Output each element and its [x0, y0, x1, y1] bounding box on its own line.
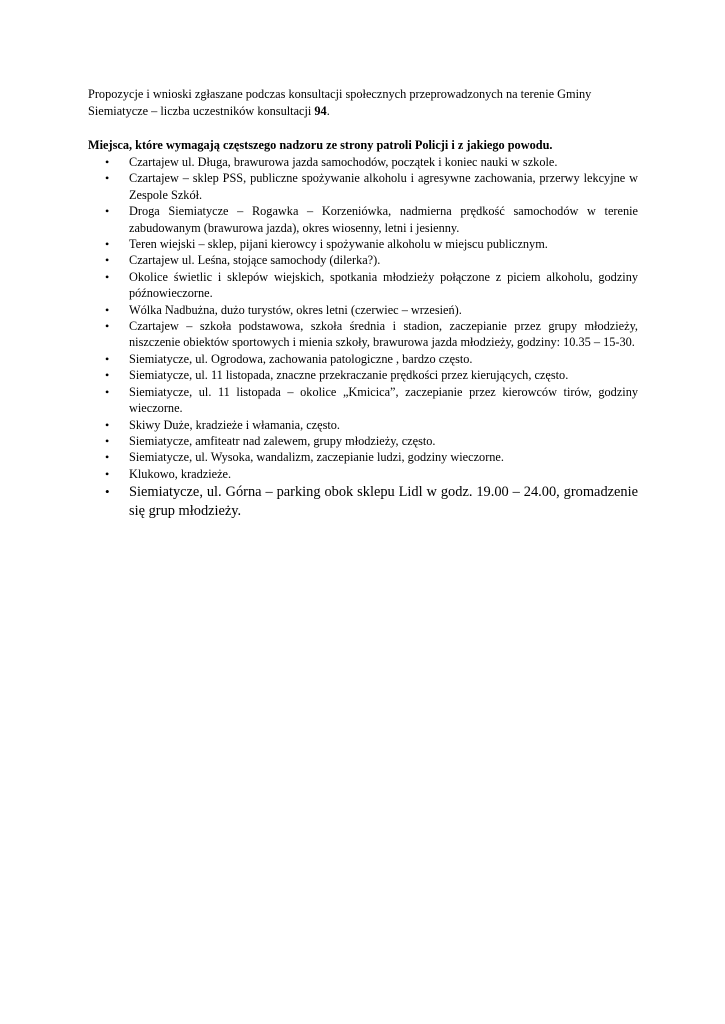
list-item [88, 154, 638, 170]
locations-list [88, 154, 638, 520]
intro-end: . [326, 104, 330, 118]
list-item-text: Droga Siemiatycze – Rogawka – Korzeniówka, nadmierna prędkość samochodów w terenie zabudowanym (brawurowa jazda), okres wiosenny, letni i jesienny. [129, 204, 638, 235]
bullet-icon: • [105, 450, 110, 465]
bullet-icon: • [105, 384, 110, 399]
list-item [88, 318, 638, 351]
intro-text: Propozycje i wnioski zgłaszane podczas konsultacji społecznych przeprowadzonych na terenie Gminy Siemiatycze – liczba uczestników konsultacji [88, 87, 592, 118]
list-item-text: Siemiatycze, ul. 11 listopada, znaczne przekraczanie prędkości przez kierujących, często. [129, 368, 569, 383]
list-item-text: Wólka Nadbużna, dużo turystów, okres letni (czerwiec – wrzesień). [129, 302, 462, 317]
bullet-icon: • [105, 368, 110, 383]
bullet-icon: • [105, 433, 110, 448]
list-item [88, 203, 638, 236]
bullet-icon: • [105, 351, 110, 366]
list-item [88, 483, 638, 520]
list-item-text: Klukowo, kradzieże. [129, 466, 232, 481]
list-item-text: Czartajew ul. Długa, brawurowa jazda samochodów, początek i koniec nauki w szkole. [129, 155, 558, 169]
document-page [88, 86, 638, 520]
section-heading: Miejsca, które wymagają częstszego nadzoru ze strony patroli Policji i z jakiego powodu. [88, 138, 553, 152]
list-item [88, 252, 638, 268]
list-item-text: Siemiatycze, ul. Wysoka, wandalizm, zaczepianie ludzi, godziny wieczorne. [129, 450, 504, 465]
list-item-text: Siemiatycze, ul. Ogrodowa, zachowania patologiczne , bardzo często. [129, 351, 473, 366]
bullet-icon: • [105, 302, 110, 317]
bullet-icon: • [105, 466, 110, 481]
bullet-icon: • [105, 269, 110, 284]
list-item [88, 351, 638, 367]
bullet-icon: • [105, 155, 110, 169]
list-item-text: Okolice świetlic i sklepów wiejskich, spotkania młodzieży połączone z piciem alkoholu, godziny późnowieczorne. [129, 269, 638, 301]
intro-paragraph [88, 86, 638, 120]
list-item [88, 236, 638, 252]
list-item [88, 417, 638, 433]
list-item-text: Siemiatycze, amfiteatr nad zalewem, grupy młodzieży, często. [129, 433, 436, 448]
list-item-text: Czartajew ul. Leśna, stojące samochody (dilerka?). [129, 253, 381, 268]
list-item [88, 367, 638, 383]
list-item-text: Siemiatycze, ul. 11 listopada – okolice „Kmicica”, zaczepianie przez kierowców tirów, godziny wieczorne. [129, 384, 638, 416]
list-item [88, 302, 638, 318]
list-item [88, 449, 638, 465]
list-item [88, 466, 638, 482]
list-item-text: Czartajew – sklep PSS, publiczne spożywanie alkoholu i agresywne zachowania, przerwy lekcyjne w Zespole Szkół. [129, 171, 638, 202]
bullet-icon: • [105, 253, 110, 268]
bullet-icon: • [105, 417, 110, 432]
bullet-icon: • [105, 484, 110, 500]
list-item [88, 384, 638, 417]
list-item-text: Siemiatycze, ul. Górna – parking obok sklepu Lidl w godz. 19.00 – 24.00, gromadzenie się grup młodzieży. [129, 484, 638, 519]
list-item [88, 269, 638, 302]
list-item-text: Skiwy Duże, kradzieże i włamania, często. [129, 417, 341, 432]
participants-count: 94 [314, 104, 327, 118]
list-item-text: Teren wiejski – sklep, pijani kierowcy i spożywanie alkoholu w miejscu publicznym. [129, 237, 548, 252]
bullet-icon: • [105, 319, 110, 334]
bullet-icon: • [105, 237, 110, 252]
list-item-text: Czartajew – szkoła podstawowa, szkoła średnia i stadion, zaczepianie przez grupy młodzieży, niszczenie obiektów sportowych i mienia szkoły, brawurowa jazda młodzieży, godziny: 10.35 – 15-30. [129, 319, 638, 350]
list-item [88, 170, 638, 203]
bullet-icon: • [105, 204, 110, 219]
bullet-icon: • [105, 171, 110, 186]
list-item [88, 433, 638, 449]
